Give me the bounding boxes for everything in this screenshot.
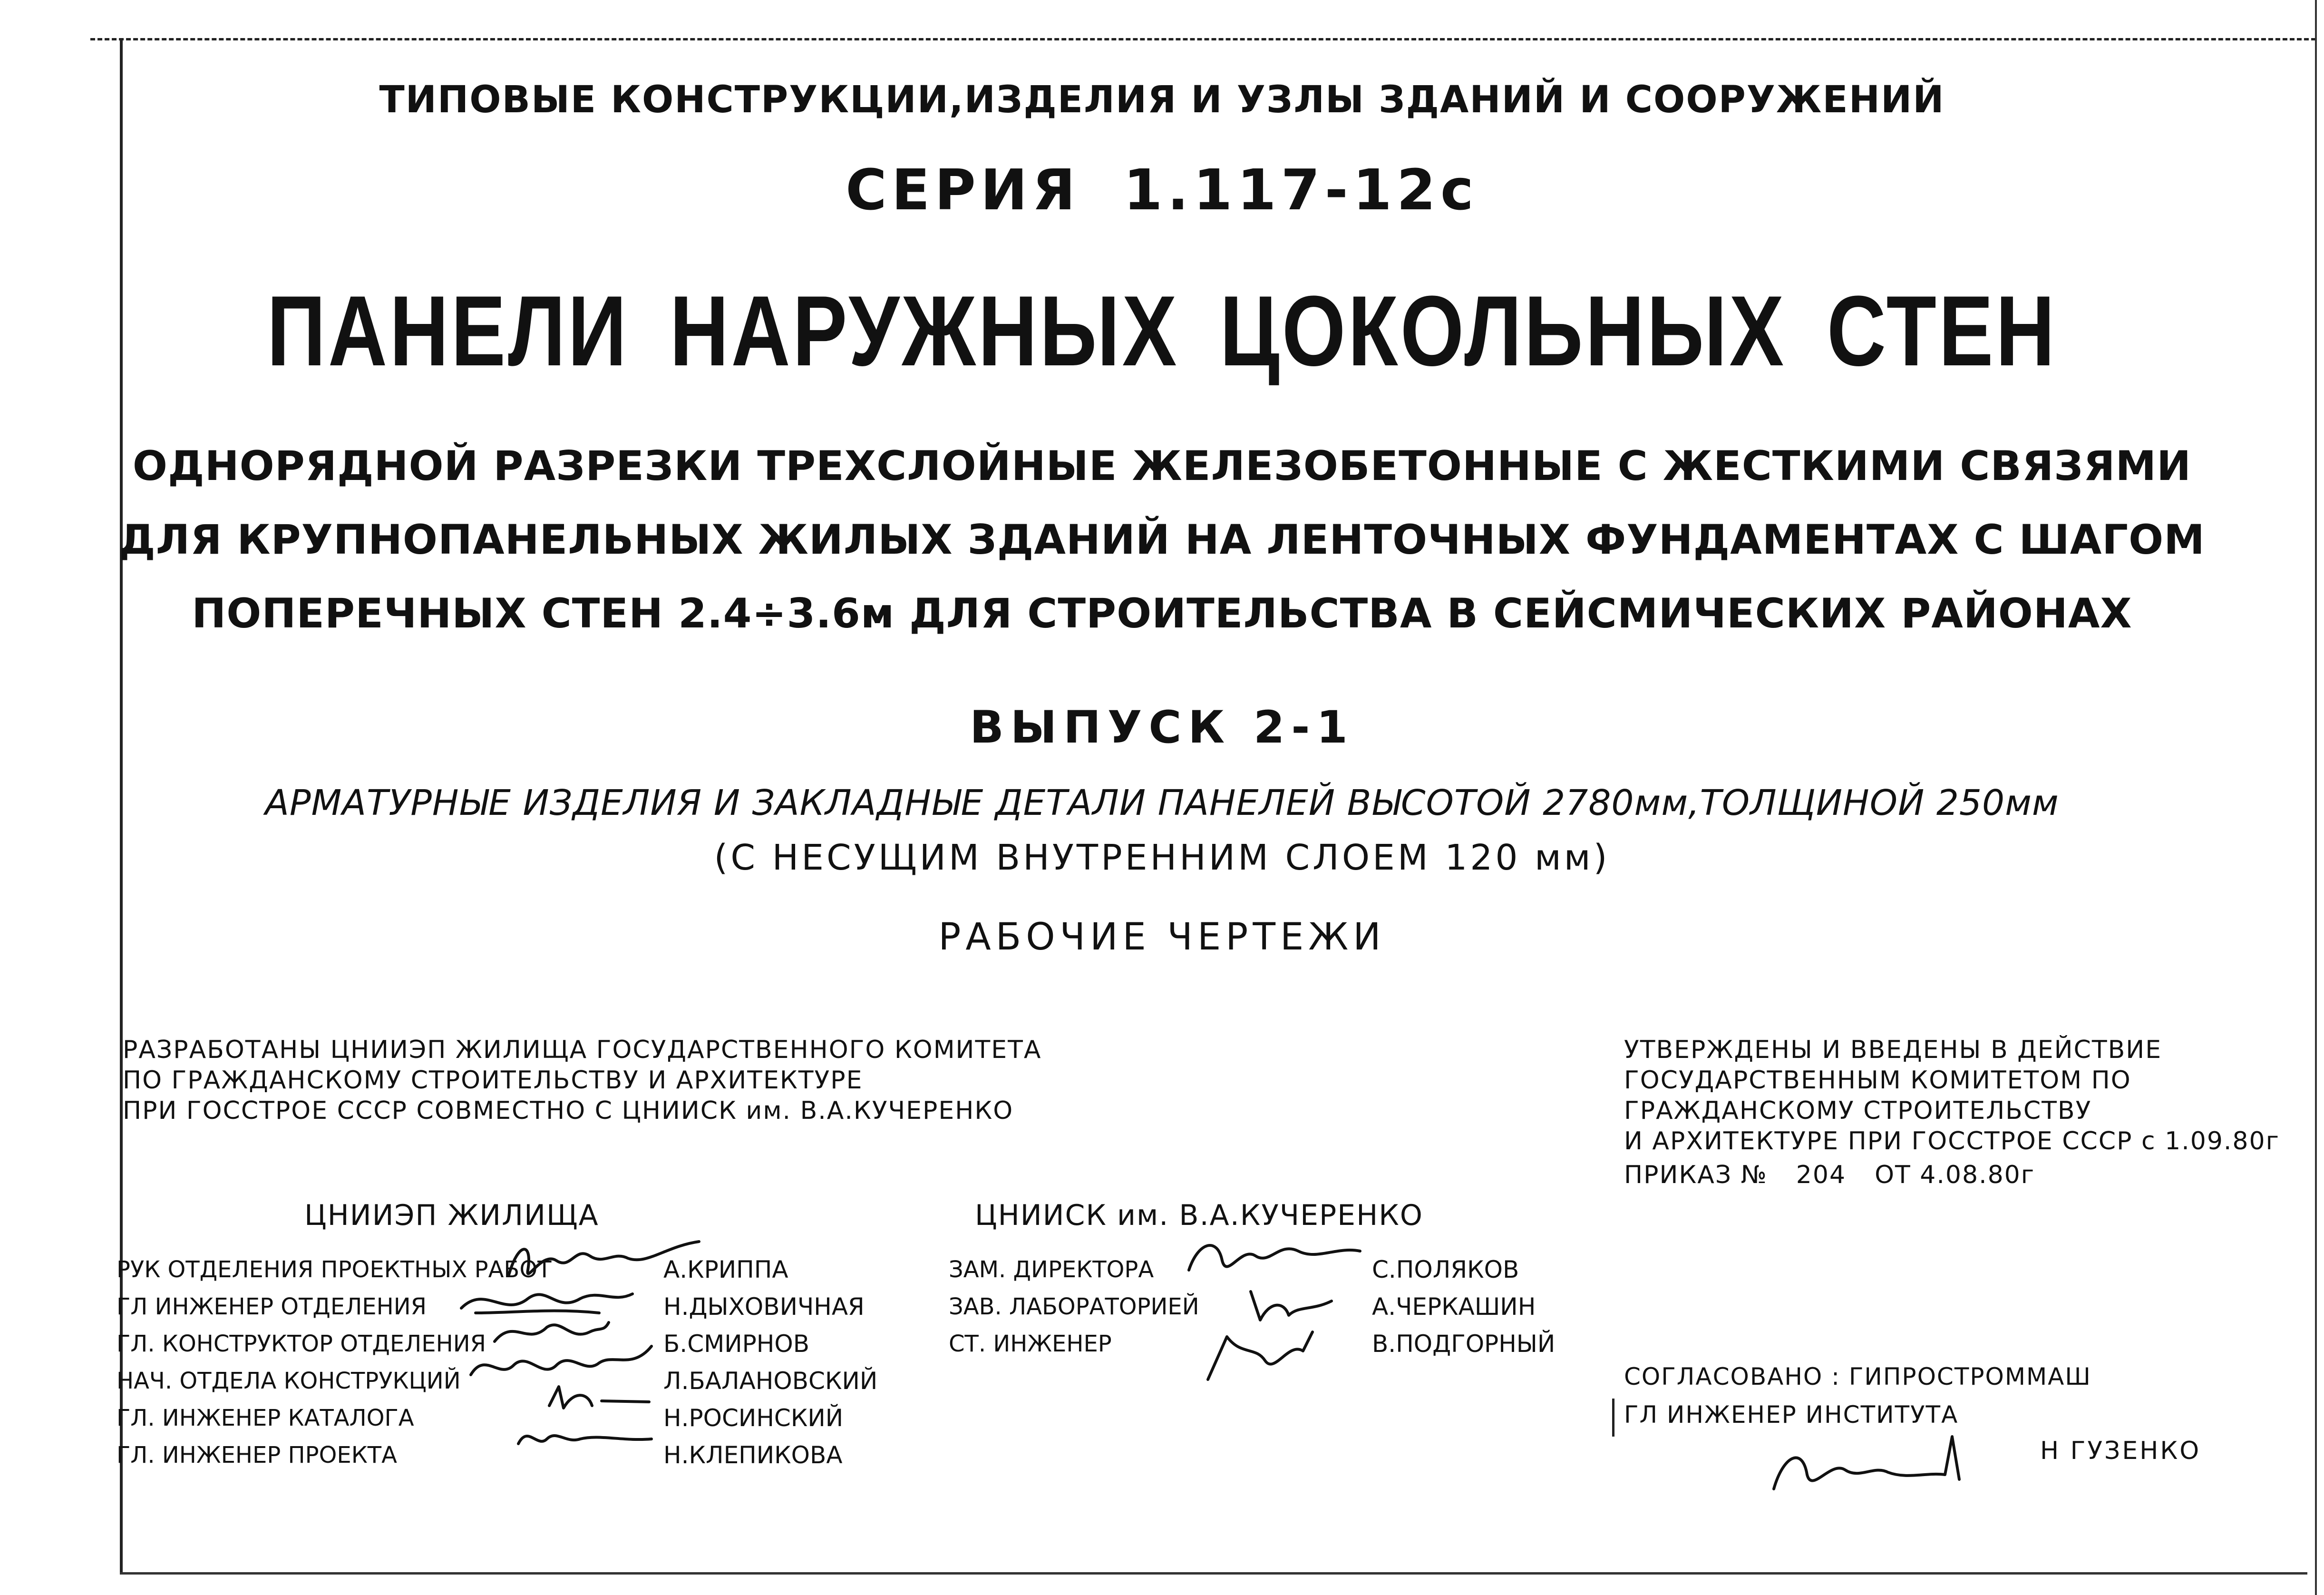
signature-podgorny xyxy=(1198,1327,1322,1384)
developed-by-line: ПРИ ГОССТРОЕ СССР СОВМЕСТНО С ЦНИИСК им. В.А.КУЧЕРЕНКО xyxy=(123,1096,1014,1125)
approved-by-line: УТВЕРЖДЕНЫ И ВВЕДЕНЫ В ДЕЙСТВИЕ xyxy=(1624,1036,2162,1064)
subtitle-line: (С НЕСУЩИМ ВНУТРЕННИМ СЛОЕМ 120 мм) xyxy=(714,837,1610,878)
signatory-name: В.ПОДГОРНЫЙ xyxy=(1372,1330,1556,1358)
developed-by-line: ПО ГРАЖДАНСКОМУ СТРОИТЕЛЬСТВУ И АРХИТЕКТУРЕ xyxy=(123,1066,863,1095)
issue-heading: ВЫПУСК 2-1 xyxy=(970,702,1354,753)
signatory-role: ЗАВ. ЛАБОРАТОРИЕЙ xyxy=(949,1293,1199,1320)
approved-by-line: И АРХИТЕКТУРЕ ПРИ ГОССТРОЕ СССР с 1.09.80г xyxy=(1624,1127,2280,1155)
agreement-name: Н ГУЗЕНКО xyxy=(2040,1437,2201,1465)
signatory-role: ГЛ ИНЖЕНЕР ОТДЕЛЕНИЯ xyxy=(117,1293,427,1320)
chief-bar xyxy=(1612,1399,1614,1437)
approved-by-block xyxy=(1624,1035,2280,1156)
org-heading: ЦНИИЭП ЖИЛИЩА xyxy=(304,1199,599,1232)
signatory-role: СТ. ИНЖЕНЕР xyxy=(949,1331,1112,1357)
signatory-role: ГЛ. ИНЖЕНЕР КАТАЛОГА xyxy=(117,1405,414,1431)
order-line xyxy=(1624,1161,2063,1189)
frame-top-border xyxy=(90,38,2316,40)
approved-by-line: ГОСУДАРСТВЕННЫМ КОМИТЕТОМ ПО xyxy=(1624,1066,2131,1095)
signatory-name: Н.ДЫХОВИЧНАЯ xyxy=(663,1293,865,1321)
developed-by-line: РАЗРАБОТАНЫ ЦНИИЭП ЖИЛИЩА ГОСУДАРСТВЕННОГО КОМИТЕТА xyxy=(123,1036,1042,1064)
work-drawings-label: РАБОЧИЕ ЧЕРТЕЖИ xyxy=(938,916,1386,959)
series-heading: СЕРИЯ 1.117-12с xyxy=(846,157,1478,223)
signatory-role: ГЛ. ИНЖЕНЕР ПРОЕКТА xyxy=(117,1442,397,1468)
signatory-name: А.ЧЕРКАШИН xyxy=(1372,1293,1536,1321)
signatory-role: РУК ОТДЕЛЕНИЯ ПРОЕКТНЫХ РАБОТ xyxy=(117,1256,552,1283)
signature-cherkashin xyxy=(1241,1287,1336,1330)
agreement-line: СОГЛАСОВАНО : ГИПРОСТРОММАШ xyxy=(1624,1363,2091,1390)
order-number: 204 xyxy=(1796,1161,1847,1189)
signatory-name: Б.СМИРНОВ xyxy=(663,1330,810,1358)
top-line: ТИПОВЫЕ КОНСТРУКЦИИ,ИЗДЕЛИЯ И УЗЛЫ ЗДАНИЙ И СООРУЖЕНИЙ xyxy=(379,78,1945,121)
approved-by-line: ГРАЖДАНСКОМУ СТРОИТЕЛЬСТВУ xyxy=(1624,1096,2092,1125)
description-line: ОДНОРЯДНОЙ РАЗРЕЗКИ ТРЕХСЛОЙНЫЕ ЖЕЛЕЗОБЕТОННЫЕ С ЖЕСТКИМИ СВЯЗЯМИ xyxy=(132,442,2192,490)
description-line: ПОПЕРЕЧНЫХ СТЕН 2.4÷3.6м ДЛЯ СТРОИТЕЛЬСТВА В СЕЙСМИЧЕСКИХ РАЙОНАХ xyxy=(192,590,2132,637)
signatory-role: ЗАМ. ДИРЕКТОРА xyxy=(949,1256,1154,1283)
frame-bottom-border xyxy=(120,1572,2307,1575)
page-title: ПАНЕЛИ НАРУЖНЫХ ЦОКОЛЬНЫХ СТЕН xyxy=(267,275,2057,387)
agreement-chief-role: ГЛ ИНЖЕНЕР ИНСТИТУТА xyxy=(1624,1401,1959,1429)
signatory-role: ГЛ. КОНСТРУКТОР ОТДЕЛЕНИЯ xyxy=(117,1331,486,1357)
signatory-name: Н.КЛЕПИКОВА xyxy=(663,1441,843,1469)
signature-klepikova xyxy=(514,1420,656,1453)
signatory-name: Н.РОСИНСКИЙ xyxy=(663,1404,844,1432)
signatory-name: Л.БАЛАНОВСКИЙ xyxy=(663,1367,878,1395)
order-label: ПРИКАЗ № xyxy=(1624,1161,1768,1189)
developed-by-block xyxy=(123,1035,1041,1126)
signatory-names xyxy=(1372,1251,1555,1362)
signature-guzenko xyxy=(1764,1427,1974,1503)
org-heading: ЦНИИСК им. В.А.КУЧЕРЕНКО xyxy=(975,1199,1424,1232)
signature-rosinsky xyxy=(545,1382,654,1415)
signatory-name: С.ПОЛЯКОВ xyxy=(1372,1256,1519,1283)
order-date: ОТ 4.08.80г xyxy=(1875,1161,2035,1189)
subtitle-line: АРМАТУРНЫЕ ИЗДЕЛИЯ И ЗАКЛАДНЫЕ ДЕТАЛИ ПАНЕЛЕЙ ВЫСОТОЙ 2780мм,ТОЛЩИНОЙ 250мм xyxy=(265,783,2059,823)
signatory-roles xyxy=(949,1251,1199,1362)
signatory-role: НАЧ. ОТДЕЛА КОНСТРУКЦИЙ xyxy=(117,1368,461,1394)
description-line: ДЛЯ КРУПНОПАНЕЛЬНЫХ ЖИЛЫХ ЗДАНИЙ НА ЛЕНТОЧНЫХ ФУНДАМЕНТАХ С ШАГОМ xyxy=(119,516,2205,564)
signature-polyakov xyxy=(1184,1232,1365,1284)
signatory-name: А.КРИППА xyxy=(663,1256,788,1283)
